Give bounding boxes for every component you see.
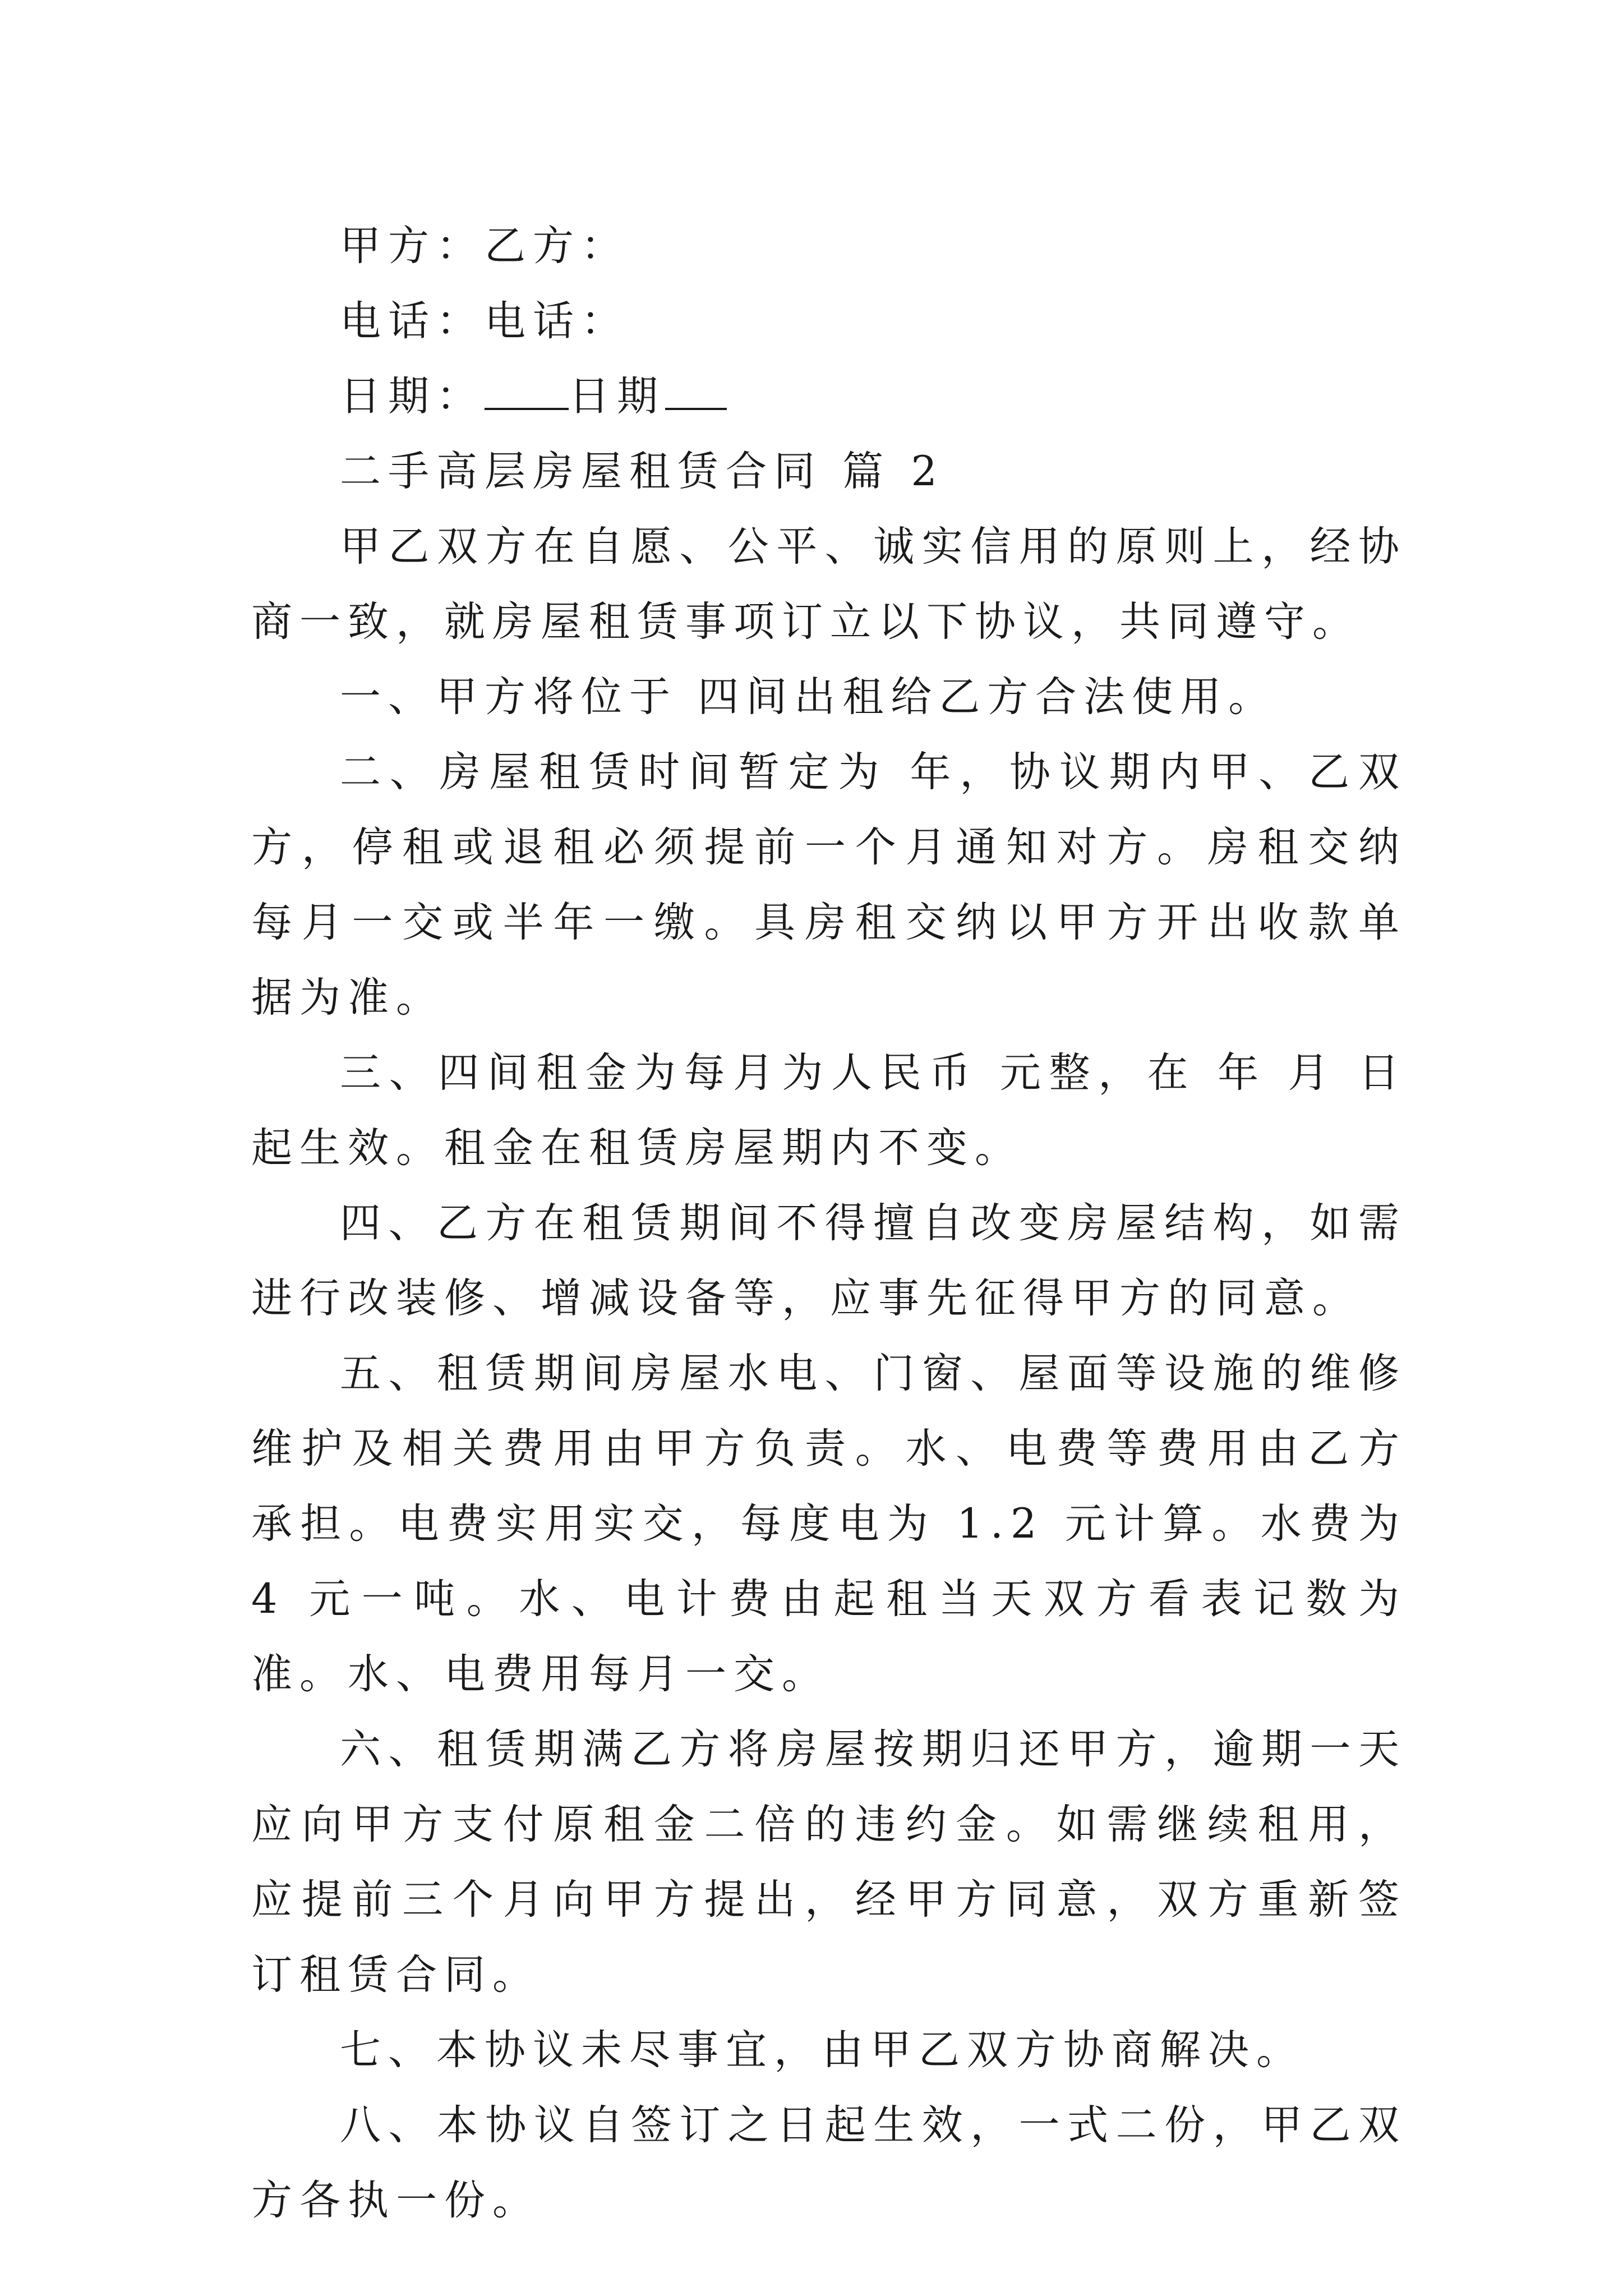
- paragraph-clause-4: 四、乙方在租赁期间不得擅自改变房屋结构，如需进行改装修、增减设备等，应事先征得甲方的同意。: [251, 1199, 1407, 1322]
- signature-phone-line: 电话：电话：: [340, 297, 629, 345]
- signature-date-line: [251, 359, 1407, 434]
- section-title: 二手高层房屋租赁合同 篇 2: [340, 448, 944, 495]
- paragraph-clause-8: 八、本协议自签订之日起生效，一式二份，甲乙双方各执一份。: [251, 2101, 1407, 2224]
- paragraph-clause-5: 五、租赁期间房屋水电、门窗、屋面等设施的维修维护及相关费用由甲方负责。水、电费等费用由乙方承担。电费实用实交，每度电为 1.2 元计算。水费为 4 元一吨。水、电计费由起租当天双方看表记数为准。水、电费用每月一交。: [251, 1350, 1407, 1698]
- date-blank-1: [485, 374, 569, 410]
- date-label-1: 日期：: [340, 372, 485, 420]
- paragraph-clause-7: 七、本协议未尽事宜，由甲乙双方协商解决。: [340, 2026, 1304, 2074]
- document-body: [251, 209, 1407, 2238]
- paragraph-clause-2: 二、房屋租赁时间暂定为 年，协议期内甲、乙双方，停租或退租必须提前一个月通知对方。房租交纳每月一交或半年一缴。具房租交纳以甲方开出收款单据为准。: [251, 748, 1407, 1022]
- paragraph-clause-1: 一、甲方将位于 四间出租给乙方合法使用。: [340, 673, 1277, 721]
- paragraph-clause-3: 三、四间租金为每月为人民币 元整，在 年 月 日起生效。租金在租赁房屋期内不变。: [251, 1049, 1407, 1172]
- paragraph-clause-6: 六、租赁期满乙方将房屋按期归还甲方，逾期一天应向甲方支付原租金二倍的违约金。如需继续租用，应提前三个月向甲方提出，经甲方同意，双方重新签订租赁合同。: [251, 1726, 1407, 1999]
- date-label-2: 日期: [569, 372, 665, 420]
- signature-party-line: 甲方：乙方：: [340, 222, 629, 270]
- paragraph-intro: 甲乙双方在自愿、公平、诚实信用的原则上，经协商一致，就房屋租赁事项订立以下协议，共同遵守。: [251, 523, 1407, 646]
- date-blank-2: [665, 374, 727, 410]
